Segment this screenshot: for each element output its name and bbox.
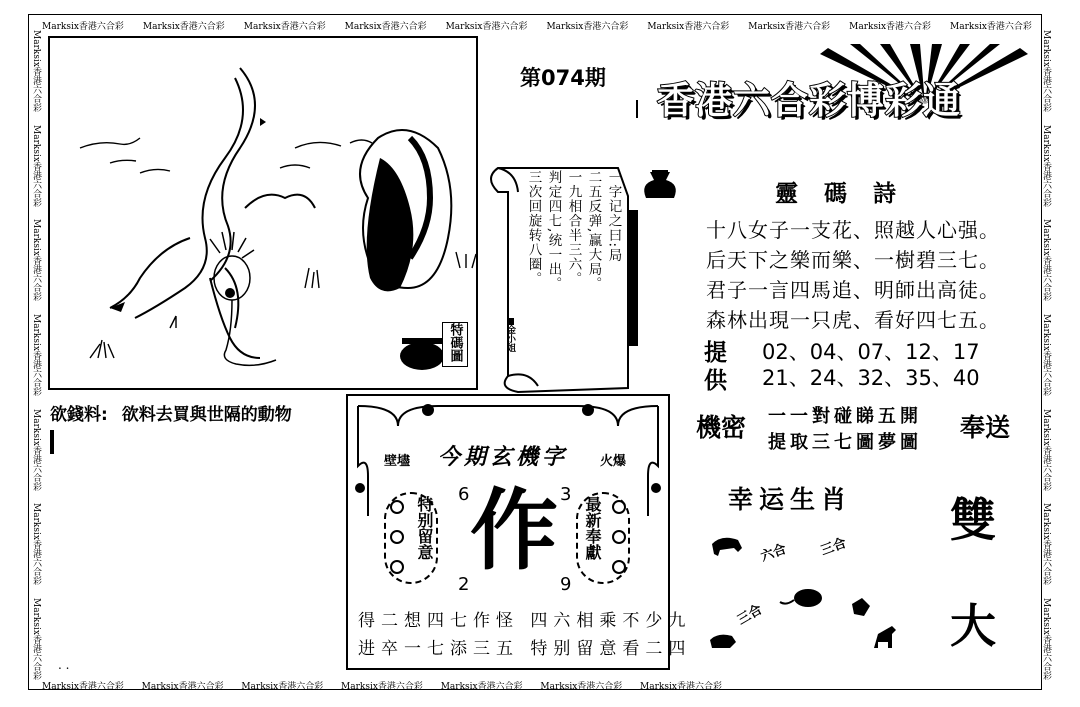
mystery-line-2: 进卒一七添三五 特别留意看二四 xyxy=(358,639,692,659)
watermark-text: Marksix香港六合彩 xyxy=(1041,503,1051,586)
number-top-right: 3 xyxy=(560,484,572,505)
watermark-right xyxy=(1040,30,1053,680)
lucky-label-3: 三合 xyxy=(734,602,766,629)
watermark-text: Marksix香港六合彩 xyxy=(141,682,224,692)
watermark-text: Marksix香港六合彩 xyxy=(546,22,629,32)
money-bag-icon xyxy=(640,168,680,202)
watermark-left xyxy=(30,30,43,680)
image-label xyxy=(442,322,468,367)
gong-label: 供 xyxy=(704,367,727,394)
ti-values: 02、04、07、12、17 xyxy=(762,340,980,364)
left-tag: 特别留意 xyxy=(415,496,434,560)
dragon-stone-illustration xyxy=(50,38,476,388)
watermark-text: Marksix香港六合彩 xyxy=(1041,219,1051,302)
ox-icon xyxy=(712,538,742,556)
scroll-tag-2: 锦囊 xyxy=(657,256,676,286)
mystery-line-1: 得二想四七作怪 四六相乘不少九 xyxy=(358,611,692,631)
issue-number: 第074期 xyxy=(520,66,606,90)
image-label-text: 特碼圖 xyxy=(447,323,463,362)
big-char-2 xyxy=(950,590,996,656)
mystery-character: 作 xyxy=(470,478,559,582)
watermark-text: Marksix香港六合彩 xyxy=(42,682,124,692)
watermark-text: Marksix香港六合彩 xyxy=(31,408,41,491)
big-char-1 xyxy=(950,484,996,550)
poem-title: 靈碼詩 xyxy=(775,180,922,207)
watermark-text: Marksix香港六合彩 xyxy=(950,22,1032,32)
scroll-author xyxy=(504,318,517,352)
watermark-text: Marksix香港六合彩 xyxy=(31,598,41,680)
circle-icon xyxy=(612,530,626,544)
tiger-icon xyxy=(710,635,736,648)
riddle-label: 欲錢料: xyxy=(50,405,108,425)
watermark-text: Marksix香港六合彩 xyxy=(243,22,326,32)
right-tag: 最新奉獻 xyxy=(583,496,602,560)
circle-icon xyxy=(390,560,404,574)
main-title: 香港六合彩博彩通 xyxy=(657,79,961,122)
watermark-text: Marksix香港六合彩 xyxy=(1041,124,1051,207)
scroll-column-1: 一字记之曰:局 xyxy=(605,170,622,263)
watermark-text: Marksix香港六合彩 xyxy=(1041,30,1051,112)
riddle-line xyxy=(50,400,292,425)
bottom-mark: . . xyxy=(58,658,70,672)
watermark-top xyxy=(42,19,1032,32)
watermark-text: Marksix香港六合彩 xyxy=(31,219,41,302)
watermark-text: Marksix香港六合彩 xyxy=(540,682,623,692)
big-char-2-text: 大 xyxy=(950,599,996,653)
scroll-tag xyxy=(650,212,684,338)
scroll-column-4: 判定四七,统一出。 xyxy=(545,170,562,292)
number-bottom-left: 2 xyxy=(458,574,470,595)
scroll-column-3: 一九相合半三六。 xyxy=(565,170,582,286)
gong-values: 21、24、32、35、40 xyxy=(762,366,980,390)
watermark-text: Marksix香港六合彩 xyxy=(748,22,831,32)
watermark-text: Marksix香港六合彩 xyxy=(142,22,225,32)
watermark-text: Marksix香港六合彩 xyxy=(1041,408,1051,491)
mystery-top-left: 壁壗 xyxy=(384,454,411,469)
mystery-title: 今期玄機字 xyxy=(438,444,569,470)
watermark-text: Marksix香港六合彩 xyxy=(31,124,41,207)
watermark-text: Marksix香港六合彩 xyxy=(1041,598,1051,680)
scroll-panel xyxy=(478,156,638,396)
watermark-text: Marksix香港六合彩 xyxy=(31,314,41,396)
mystery-top-right: 火爆 xyxy=(600,454,627,469)
mi-line-1: 一一對碰睇五開 xyxy=(768,406,922,427)
rat-icon xyxy=(780,589,822,607)
scroll-author-text: 金小姐 xyxy=(505,325,515,352)
riddle-text: 欲料去買與世隔的動物 xyxy=(121,405,292,425)
watermark-text: Marksix香港六合彩 xyxy=(31,30,41,112)
watermark-text: Marksix香港六合彩 xyxy=(640,682,722,692)
money-bag xyxy=(640,168,680,198)
circle-icon xyxy=(612,560,626,574)
lucky-label-2: 三合 xyxy=(818,535,849,559)
number-top-left: 6 xyxy=(458,484,470,505)
poem-line-4: 森林出現一只虎、看好四七五。 xyxy=(706,308,1000,332)
circle-icon xyxy=(390,500,404,514)
text-cursor-bar xyxy=(50,430,54,454)
scroll-column-2: 二五反弹,赢大局。 xyxy=(585,170,602,292)
poem-line-3: 君子一言四馬追、明師出高徒。 xyxy=(706,278,1000,302)
watermark-text: Marksix香港六合彩 xyxy=(849,22,932,32)
mi-line-2: 提取三七圖夢圖 xyxy=(768,432,922,453)
number-bottom-right: 9 xyxy=(560,574,572,595)
poem-line-1: 十八女子一支花、照越人心强。 xyxy=(706,218,1000,242)
rooster-icon xyxy=(852,598,870,616)
zodiac-animals xyxy=(706,530,906,660)
watermark-text: Marksix香港六合彩 xyxy=(341,682,423,692)
watermark-text: Marksix香港六合彩 xyxy=(445,22,528,32)
watermark-text: Marksix香港六合彩 xyxy=(440,682,523,692)
poem-line-2: 后天下之樂而樂、一樹碧三七。 xyxy=(706,248,1000,272)
horse-icon xyxy=(874,626,896,648)
mi-right-label: 奉送 xyxy=(960,413,1011,442)
divider xyxy=(636,100,638,118)
watermark-text: Marksix香港六合彩 xyxy=(42,22,124,32)
watermark-text: Marksix香港六合彩 xyxy=(647,22,730,32)
circle-icon xyxy=(390,530,404,544)
square-icon xyxy=(507,318,514,325)
watermark-bottom xyxy=(42,679,722,692)
lucky-title: 幸运生肖 xyxy=(728,485,853,514)
scroll-tag-1: 赢钱 xyxy=(657,212,676,242)
big-char-1-text: 雙 xyxy=(950,493,996,547)
mi-left-label: 機密 xyxy=(696,413,747,442)
watermark-text: Marksix香港六合彩 xyxy=(241,682,324,692)
ti-label: 提 xyxy=(704,339,727,366)
scroll-column-5: 三次回旋转八圈。 xyxy=(525,170,542,286)
watermark-text: Marksix香港六合彩 xyxy=(344,22,427,32)
watermark-text: Marksix香港六合彩 xyxy=(1041,314,1051,396)
circle-icon xyxy=(612,500,626,514)
watermark-text: Marksix香港六合彩 xyxy=(31,503,41,586)
illustration-box xyxy=(48,36,478,390)
lucky-label-1: 六合 xyxy=(758,541,789,565)
